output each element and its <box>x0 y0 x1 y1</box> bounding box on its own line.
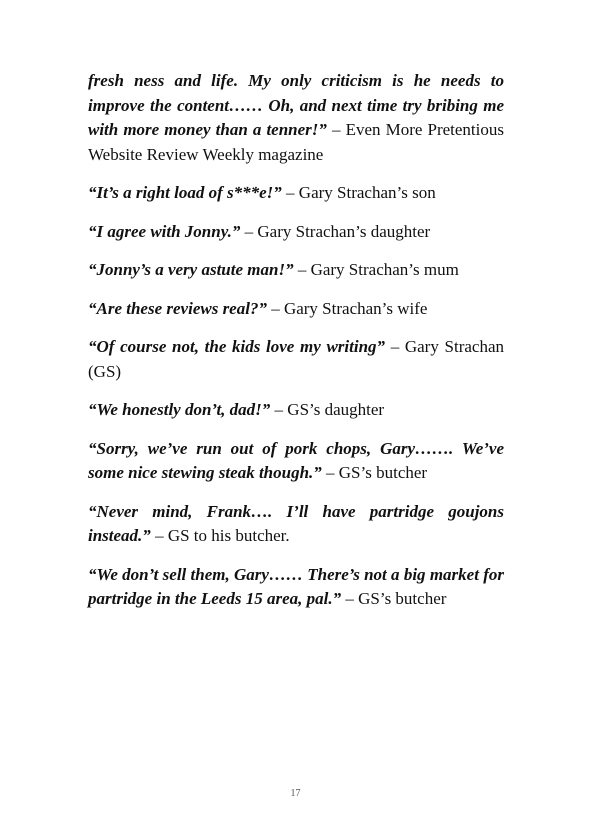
paragraph-gary <box>88 335 504 384</box>
paragraph-butcher <box>88 437 504 486</box>
attribution-text: – Gary Strachan’s mum <box>293 260 459 279</box>
attribution-text: – Gary Strachan (GS) <box>88 337 504 381</box>
quote-text: “It’s a right load of s***e!” <box>88 183 282 202</box>
quote-text: “We honestly don’t, dad!” <box>88 400 271 419</box>
attribution-text: – Gary Strachan’s daughter <box>240 221 431 241</box>
attribution-text: – Gary Strachan’s wife <box>266 298 428 318</box>
paragraph-gs-to-butcher <box>88 500 504 549</box>
attribution-text: – Gary Strachan’s son <box>281 183 436 202</box>
quote-text: “Never mind, Frank…. I’ll have partridge goujons instead.” <box>88 501 504 545</box>
attribution-text: – Even More Pretentious Website Review Weekly magazine <box>88 120 504 164</box>
paragraph-review-magazine <box>88 69 504 167</box>
attribution-text: – GS’s daughter <box>270 400 385 419</box>
quote-text: “Jonny’s a very astute man!” <box>88 260 294 279</box>
quote-text: “Are these reviews real?” <box>88 298 267 318</box>
page-number: 17 <box>290 788 301 799</box>
document-body <box>88 69 504 626</box>
attribution-text: – GS to his butcher. <box>150 526 290 545</box>
quote-text: “I agree with Jonny.” <box>88 221 241 241</box>
attribution-text: – GS’s butcher <box>321 463 428 482</box>
quote-text: “We don’t sell them, Gary…… There’s not a big market for partridge in the Leeds 15 area, pal.” <box>88 564 504 608</box>
paragraph-son <box>88 181 504 206</box>
paragraph-mum <box>88 258 504 283</box>
paragraph-wife <box>88 297 504 322</box>
attribution-text: – GS’s butcher <box>341 589 447 608</box>
quote-text: “Sorry, we’ve run out of pork chops, Gary……. We’ve some nice stewing steak though.” <box>88 438 504 482</box>
paragraph-butcher-reply <box>88 563 504 612</box>
quote-text: fresh ness and life. My only criticism is he needs to improve the content…… Oh, and next time try bribing me with more money than a tenner!” <box>88 71 504 139</box>
quote-text: “Of course not, the kids love my writing” <box>88 337 386 356</box>
paragraph-daughter <box>88 220 504 245</box>
paragraph-daughter-reply <box>88 398 504 423</box>
